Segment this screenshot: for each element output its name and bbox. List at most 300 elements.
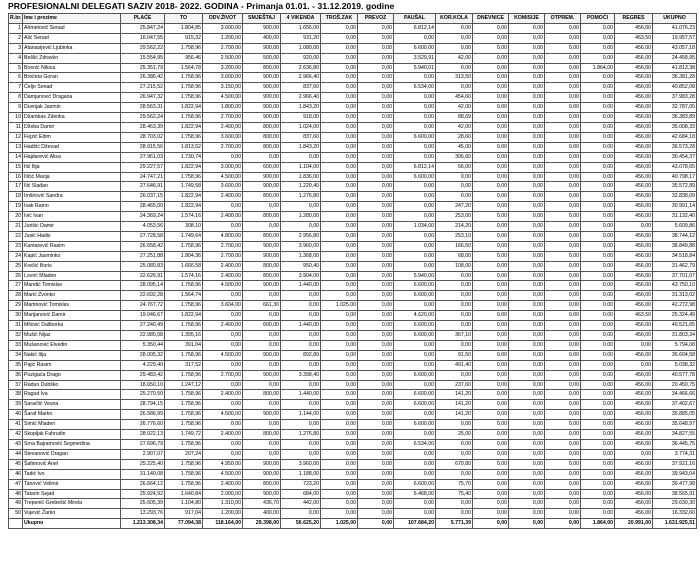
value-cell: 25,00 xyxy=(436,430,473,440)
value-cell: 0,00 xyxy=(509,350,545,360)
value-cell: 670,80 xyxy=(436,459,473,469)
value-cell: 0,00 xyxy=(545,509,581,519)
value-cell: 2.700,00 xyxy=(203,142,243,152)
value-cell: 915,32 xyxy=(165,33,203,43)
value-cell: 2.400,00 xyxy=(203,430,243,440)
value-cell: 39.477,98 xyxy=(653,479,697,489)
value-cell: 42,00 xyxy=(436,53,473,63)
name-cell: Marić Zvonko xyxy=(23,291,121,301)
value-cell: 0,00 xyxy=(581,291,615,301)
value-cell: 0,00 xyxy=(203,340,243,350)
value-cell: 1.864,00 xyxy=(581,519,615,529)
value-cell: 56,00 xyxy=(436,162,473,172)
value-cell: 456,00 xyxy=(615,142,653,152)
value-cell: 1.758,96 xyxy=(165,370,203,380)
value-cell: 0,00 xyxy=(509,162,545,172)
value-cell: 0,00 xyxy=(473,202,509,212)
name-cell: Nakić Ilija xyxy=(23,350,121,360)
name-cell: Mušić Nijaz xyxy=(23,331,121,341)
value-cell: 900,00 xyxy=(243,281,281,291)
value-cell: 1.656,00 xyxy=(281,23,321,33)
value-cell: 900,00 xyxy=(243,113,281,123)
value-cell: 456,00 xyxy=(615,212,653,222)
table-row xyxy=(9,33,697,43)
table-row xyxy=(9,410,697,420)
row-number-cell: 2 xyxy=(9,33,23,43)
value-cell: 0,00 xyxy=(509,281,545,291)
row-number-cell: 44 xyxy=(9,449,23,459)
value-cell: 0,00 xyxy=(545,321,581,331)
value-cell: 0,00 xyxy=(473,63,509,73)
value-cell: 600,00 xyxy=(243,162,281,172)
value-cell: 0,00 xyxy=(545,93,581,103)
value-cell: 0,00 xyxy=(203,360,243,370)
value-cell: 207,24 xyxy=(165,449,203,459)
value-cell: 1.440,00 xyxy=(281,321,321,331)
value-cell: 0,00 xyxy=(358,192,394,202)
value-cell: 900,00 xyxy=(243,251,281,261)
value-cell: 0,00 xyxy=(436,83,473,93)
value-cell: 0,00 xyxy=(545,43,581,53)
value-cell: 0,00 xyxy=(436,192,473,202)
value-cell: 0,00 xyxy=(545,222,581,232)
row-number-cell: 1 xyxy=(9,23,23,33)
name-cell: Kapić Jasminko xyxy=(23,251,121,261)
table-row xyxy=(9,43,697,53)
value-cell: 900,00 xyxy=(243,83,281,93)
value-cell: 0,00 xyxy=(473,321,509,331)
table-row xyxy=(9,241,697,251)
value-cell: 0,00 xyxy=(581,222,615,232)
table-row xyxy=(9,172,697,182)
value-cell: 1.280,00 xyxy=(281,212,321,222)
value-cell: 442,00 xyxy=(281,499,321,509)
table-row xyxy=(9,152,697,162)
value-cell: 45,00 xyxy=(436,142,473,152)
value-cell: 0,00 xyxy=(394,152,436,162)
table-row xyxy=(9,202,697,212)
value-cell: 0,00 xyxy=(321,152,358,162)
value-cell: 37.402,67 xyxy=(653,400,697,410)
value-cell: 0,00 xyxy=(358,519,394,529)
value-cell: 0,00 xyxy=(545,519,581,529)
value-cell: 19.046,67 xyxy=(121,311,165,321)
name-cell: Mandić Tomislav xyxy=(23,281,121,291)
value-cell: 1.822,94 xyxy=(165,122,203,132)
value-cell: 25.351,79 xyxy=(121,63,165,73)
value-cell: 1.440,00 xyxy=(281,390,321,400)
name-cell: Ćeljo Senad xyxy=(23,83,121,93)
value-cell: 1.758,96 xyxy=(165,479,203,489)
value-cell: 0,00 xyxy=(545,241,581,251)
value-cell: 456,00 xyxy=(615,103,653,113)
table-row xyxy=(9,93,697,103)
value-cell: 0,00 xyxy=(581,331,615,341)
value-cell: 456,00 xyxy=(615,281,653,291)
value-cell: 0,00 xyxy=(509,430,545,440)
name-cell: Pajić Rasim xyxy=(23,360,121,370)
value-cell: 36.573,28 xyxy=(653,142,697,152)
value-cell: 28.465,00 xyxy=(121,202,165,212)
value-cell: 0,00 xyxy=(545,83,581,93)
value-cell: 6.600,00 xyxy=(394,390,436,400)
value-cell: 800,00 xyxy=(243,192,281,202)
value-cell: 0,00 xyxy=(321,410,358,420)
value-cell: 5.771,39 xyxy=(436,519,473,529)
value-cell: 0,00 xyxy=(473,192,509,202)
value-cell: 0,00 xyxy=(473,33,509,43)
value-cell: 22.692,28 xyxy=(121,291,165,301)
value-cell: 43.750,10 xyxy=(653,281,697,291)
value-cell: 1.822,94 xyxy=(165,103,203,113)
value-cell: 456,00 xyxy=(615,390,653,400)
value-cell: 28.022,13 xyxy=(121,430,165,440)
name-cell: Džambas Zdenka xyxy=(23,113,121,123)
value-cell: 1.822,94 xyxy=(165,192,203,202)
value-cell: 0,00 xyxy=(615,340,653,350)
value-cell: 0,00 xyxy=(243,202,281,212)
value-cell: 0,00 xyxy=(243,380,281,390)
value-cell: 25.225,40 xyxy=(121,459,165,469)
name-cell: Puzigaća Drago xyxy=(23,370,121,380)
value-cell: 22.626,91 xyxy=(121,271,165,281)
value-cell: 1.758,96 xyxy=(165,281,203,291)
value-cell: 0,00 xyxy=(581,162,615,172)
value-cell: 456,00 xyxy=(615,469,653,479)
value-cell: 0,00 xyxy=(321,241,358,251)
value-cell: 0,00 xyxy=(581,122,615,132)
value-cell: 0,00 xyxy=(358,331,394,341)
table-row xyxy=(9,222,697,232)
value-cell: 3.398,40 xyxy=(281,370,321,380)
value-cell: 0,00 xyxy=(545,370,581,380)
value-cell: 0,00 xyxy=(581,370,615,380)
table-row xyxy=(9,420,697,430)
value-cell: 456,00 xyxy=(615,73,653,83)
value-cell: 456,00 xyxy=(615,479,653,489)
row-number-cell: 9 xyxy=(9,103,23,113)
value-cell: 0,00 xyxy=(321,182,358,192)
column-header: 4 VIKENDA xyxy=(281,14,321,24)
value-cell: 0,00 xyxy=(321,132,358,142)
value-cell: 0,00 xyxy=(615,222,653,232)
table-row xyxy=(9,231,697,241)
value-cell: 2.700,00 xyxy=(203,251,243,261)
value-cell: 25.324,49 xyxy=(653,311,697,321)
value-cell: 0,00 xyxy=(321,380,358,390)
value-cell: 0,00 xyxy=(473,439,509,449)
value-cell: 0,00 xyxy=(321,142,358,152)
value-cell: 0,00 xyxy=(358,222,394,232)
value-cell: 900,00 xyxy=(243,23,281,33)
column-header: OTPREM. xyxy=(545,14,581,24)
value-cell: 37.983,28 xyxy=(653,93,697,103)
value-cell: 900,00 xyxy=(243,410,281,420)
value-cell: 0,00 xyxy=(545,331,581,341)
value-cell: 0,00 xyxy=(509,222,545,232)
column-header: KOR.KOLA xyxy=(436,14,473,24)
value-cell: 38.744,12 xyxy=(653,231,697,241)
value-cell: 0,00 xyxy=(473,142,509,152)
value-cell: 317,52 xyxy=(165,360,203,370)
value-cell: 2.700,00 xyxy=(203,241,243,251)
value-cell: 15.554,95 xyxy=(121,53,165,63)
value-cell: 0,00 xyxy=(321,202,358,212)
value-cell: 6.600,00 xyxy=(394,43,436,53)
value-cell: 456,00 xyxy=(615,162,653,172)
value-cell: 900,00 xyxy=(243,73,281,83)
value-cell: 0,00 xyxy=(321,63,358,73)
value-cell: 0,00 xyxy=(436,43,473,53)
value-cell: 0,00 xyxy=(581,113,615,123)
row-number-cell: 32 xyxy=(9,331,23,341)
value-cell: 1.813,52 xyxy=(165,142,203,152)
value-cell: 166,50 xyxy=(436,241,473,251)
value-cell: 0,00 xyxy=(436,499,473,509)
value-cell: 661,30 xyxy=(243,301,281,311)
value-cell: 5.350,44 xyxy=(121,340,165,350)
value-cell: 27.728,58 xyxy=(121,231,165,241)
value-cell: 0,00 xyxy=(473,340,509,350)
value-cell: 456,00 xyxy=(615,83,653,93)
row-number-cell: 30 xyxy=(9,311,23,321)
value-cell: 0,00 xyxy=(358,281,394,291)
value-cell: 5.038,32 xyxy=(653,360,697,370)
value-cell: 6.812,14 xyxy=(394,23,436,33)
value-cell: 456,00 xyxy=(615,291,653,301)
value-cell: 0,00 xyxy=(321,311,358,321)
value-cell: 3.600,00 xyxy=(203,182,243,192)
page-title: PROFESIONALNI DELEGATI SAZIV 2018- 2022. GODINA - Primanja 01.01. - 31.12.2019. godine xyxy=(8,1,395,11)
value-cell: 0,00 xyxy=(203,420,243,430)
value-cell: 1.564,74 xyxy=(165,291,203,301)
column-header: Ime i prezime xyxy=(23,14,121,24)
value-cell: 0,00 xyxy=(581,142,615,152)
value-cell: 0,00 xyxy=(545,301,581,311)
value-cell: 800,00 xyxy=(243,122,281,132)
table-row xyxy=(9,162,697,172)
value-cell: 0,00 xyxy=(358,83,394,93)
value-cell: 0,00 xyxy=(203,400,243,410)
value-cell: 40.577,78 xyxy=(653,370,697,380)
value-cell: 0,00 xyxy=(243,291,281,301)
value-cell: 2.400,00 xyxy=(203,261,243,271)
value-cell: 26.386,42 xyxy=(121,73,165,83)
row-number-cell: 31 xyxy=(9,321,23,331)
value-cell: 0,00 xyxy=(545,103,581,113)
value-cell: 0,00 xyxy=(509,410,545,420)
value-cell: 0,00 xyxy=(358,430,394,440)
value-cell: 4.229,40 xyxy=(121,360,165,370)
row-number-cell: 36 xyxy=(9,370,23,380)
value-cell: 0,00 xyxy=(545,23,581,33)
value-cell: 20.991,00 xyxy=(615,519,653,529)
value-cell: 0,00 xyxy=(436,370,473,380)
value-cell: 0,00 xyxy=(615,449,653,459)
value-cell: 0,00 xyxy=(436,301,473,311)
value-cell: 0,00 xyxy=(203,202,243,212)
value-cell: 0,00 xyxy=(545,182,581,192)
value-cell: 0,00 xyxy=(581,271,615,281)
total-row xyxy=(9,519,697,529)
value-cell: 0,00 xyxy=(509,202,545,212)
value-cell: 214,20 xyxy=(436,222,473,232)
value-cell: 0,00 xyxy=(321,222,358,232)
value-cell: 0,00 xyxy=(545,33,581,43)
table-row xyxy=(9,499,697,509)
value-cell: 0,00 xyxy=(203,449,243,459)
value-cell: 456,00 xyxy=(615,350,653,360)
value-cell: 27.215,52 xyxy=(121,83,165,93)
table-row xyxy=(9,380,697,390)
value-cell: 1.200,00 xyxy=(203,33,243,43)
row-number-cell: 6 xyxy=(9,73,23,83)
value-cell: 456,00 xyxy=(615,271,653,281)
value-cell: 3.904,00 xyxy=(281,271,321,281)
value-cell: 0,00 xyxy=(545,291,581,301)
value-cell: 456,00 xyxy=(615,499,653,509)
value-cell: 0,00 xyxy=(321,93,358,103)
value-cell: 0,00 xyxy=(581,390,615,400)
table-row xyxy=(9,331,697,341)
value-cell: 1.758,96 xyxy=(165,400,203,410)
value-cell: 2.907,07 xyxy=(121,449,165,459)
value-cell: 19.957,57 xyxy=(653,33,697,43)
value-cell: 0,00 xyxy=(394,33,436,43)
table-row xyxy=(9,370,697,380)
value-cell: 0,00 xyxy=(321,321,358,331)
value-cell: 0,00 xyxy=(358,291,394,301)
value-cell: 456,00 xyxy=(615,182,653,192)
value-cell: 0,00 xyxy=(473,449,509,459)
value-cell: 237,60 xyxy=(436,380,473,390)
table-row xyxy=(9,251,697,261)
row-number-cell: 19 xyxy=(9,202,23,212)
value-cell: 1.213.308,34 xyxy=(121,519,165,529)
value-cell: 2.500,00 xyxy=(203,53,243,63)
name-cell: Bosnić Nikica xyxy=(23,63,121,73)
value-cell: 0,00 xyxy=(509,113,545,123)
value-cell: 77.094,38 xyxy=(165,519,203,529)
value-cell: 1.104,80 xyxy=(165,499,203,509)
column-header: KOMISIJE xyxy=(509,14,545,24)
value-cell: 0,00 xyxy=(473,499,509,509)
value-cell: 0,00 xyxy=(545,340,581,350)
value-cell: 0,00 xyxy=(358,113,394,123)
value-cell: 0,00 xyxy=(473,410,509,420)
value-cell: 141,20 xyxy=(436,390,473,400)
row-number-cell: 24 xyxy=(9,251,23,261)
value-cell: 0,00 xyxy=(281,449,321,459)
row-number-cell: 22 xyxy=(9,231,23,241)
value-cell: 1.640,84 xyxy=(165,489,203,499)
row-number-cell: 28 xyxy=(9,291,23,301)
column-header: UKUPNO xyxy=(653,14,697,24)
name-cell: Fejzić Edim xyxy=(23,132,121,142)
value-cell: 0,00 xyxy=(509,340,545,350)
value-cell: 0,00 xyxy=(243,331,281,341)
value-cell: 0,00 xyxy=(394,122,436,132)
value-cell: 0,00 xyxy=(473,301,509,311)
value-cell: 0,00 xyxy=(203,439,243,449)
value-cell: 27.696,79 xyxy=(121,439,165,449)
value-cell: 118.164,00 xyxy=(203,519,243,529)
value-cell: 900,00 xyxy=(243,350,281,360)
table-row xyxy=(9,439,697,449)
table-header-row xyxy=(9,14,697,24)
value-cell: 1.631.925,51 xyxy=(653,519,697,529)
value-cell: 1.749,72 xyxy=(165,430,203,440)
value-cell: 3.960,00 xyxy=(281,459,321,469)
value-cell: 1.440,00 xyxy=(281,281,321,291)
value-cell: 0,00 xyxy=(321,271,358,281)
value-cell: 0,00 xyxy=(581,479,615,489)
value-cell: 0,00 xyxy=(281,202,321,212)
value-cell: 43.078,65 xyxy=(653,162,697,172)
value-cell: 0,00 xyxy=(545,261,581,271)
value-cell: 0,00 xyxy=(509,271,545,281)
column-header: TROŠ.ZAK xyxy=(321,14,358,24)
value-cell: 0,00 xyxy=(581,340,615,350)
value-cell: 5.609,86 xyxy=(653,222,697,232)
value-cell: 0,00 xyxy=(321,83,358,93)
value-cell: 88,69 xyxy=(436,113,473,123)
value-cell: 25.080,83 xyxy=(121,261,165,271)
row-number-cell: 45 xyxy=(9,459,23,469)
value-cell: 456,00 xyxy=(615,489,653,499)
value-cell: 0,00 xyxy=(509,132,545,142)
value-cell: 0,00 xyxy=(581,152,615,162)
value-cell: 4.053,56 xyxy=(121,222,165,232)
value-cell: 5.794,08 xyxy=(653,340,697,350)
row-number-cell: 14 xyxy=(9,152,23,162)
value-cell: 0,00 xyxy=(473,430,509,440)
name-cell: Marijanović Damir xyxy=(23,311,121,321)
value-cell: 0,00 xyxy=(473,113,509,123)
value-cell: 0,00 xyxy=(436,23,473,33)
value-cell: 1.730,74 xyxy=(165,152,203,162)
row-number-cell: 7 xyxy=(9,83,23,93)
value-cell: 0,00 xyxy=(203,380,243,390)
table-row xyxy=(9,360,697,370)
table-row xyxy=(9,469,697,479)
value-cell: 0,00 xyxy=(281,509,321,519)
value-cell: 0,00 xyxy=(545,430,581,440)
value-cell: 0,00 xyxy=(473,93,509,103)
table-row xyxy=(9,142,697,152)
value-cell: 26.586,99 xyxy=(121,410,165,420)
value-cell: 1.758,96 xyxy=(165,301,203,311)
value-cell: 0,00 xyxy=(581,321,615,331)
value-cell: 35.885,05 xyxy=(653,410,697,420)
value-cell: 0,00 xyxy=(473,380,509,390)
value-cell: 0,00 xyxy=(394,301,436,311)
value-cell: 6.534,00 xyxy=(394,439,436,449)
value-cell: 0,00 xyxy=(281,380,321,390)
value-cell: 4.620,00 xyxy=(394,311,436,321)
value-cell: 0,00 xyxy=(473,509,509,519)
value-cell: 6.600,00 xyxy=(394,400,436,410)
value-cell: 456,00 xyxy=(615,410,653,420)
value-cell: 0,00 xyxy=(321,291,358,301)
table-row xyxy=(9,73,697,83)
value-cell: 800,00 xyxy=(243,63,281,73)
value-cell: 0,00 xyxy=(581,241,615,251)
value-cell: 0,00 xyxy=(243,222,281,232)
value-cell: 2.966,40 xyxy=(281,73,321,83)
value-cell: 684,00 xyxy=(281,489,321,499)
value-cell: 26.776,60 xyxy=(121,420,165,430)
